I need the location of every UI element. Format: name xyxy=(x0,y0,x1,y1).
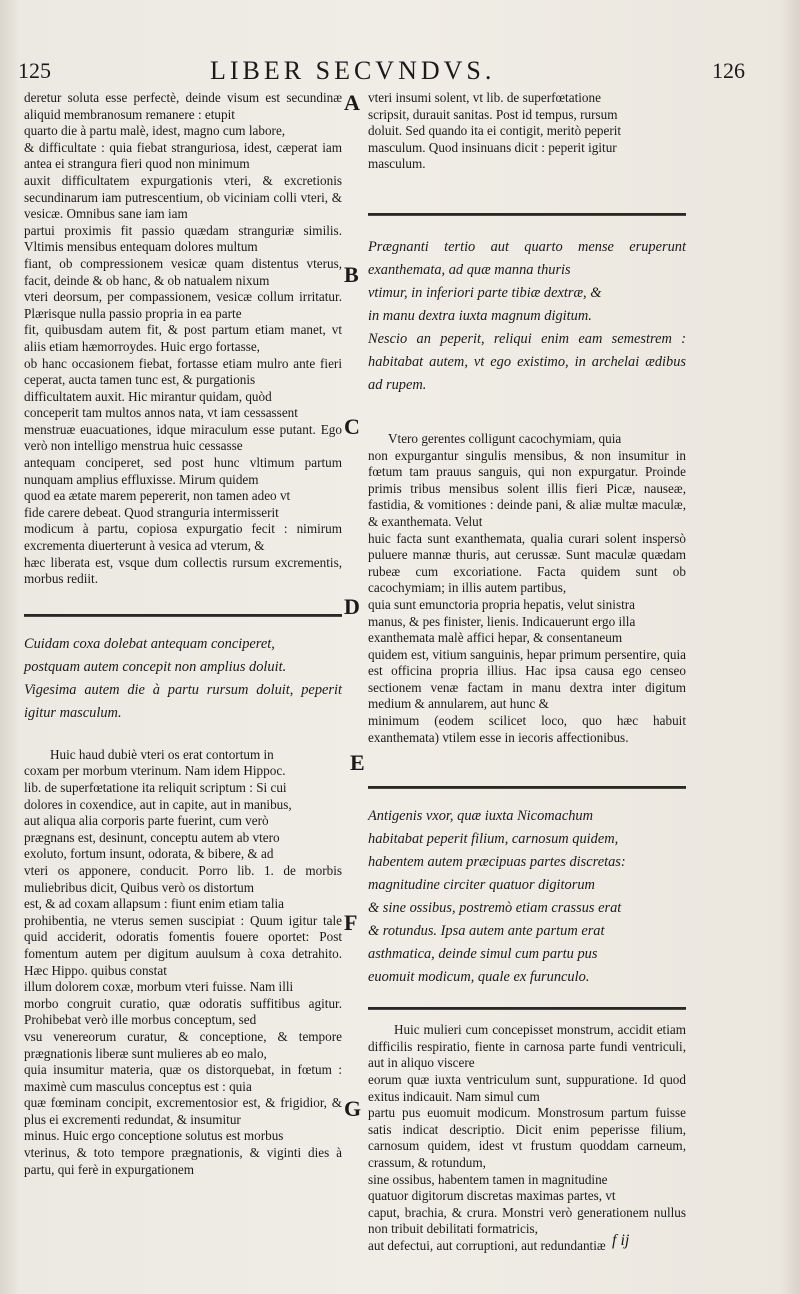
margin-letter-b: B xyxy=(344,262,359,287)
right-column xyxy=(368,90,686,1255)
margin-letter-g: G xyxy=(344,1096,362,1121)
right-paragraph-2: Vtero gerentes colligunt cacochymiam, quia non expurgantur singulis mensibus, & non insumitur in fœtum tam prauus sanguis, qui non expurgatur. Proinde primis tribus mensibus solent illis fieri Picæ, nauseæ, fastidia, & vomitiones : deinde pani, & aliæ multæ maculæ, & exanthemata. Velut huic facta sunt exanthemata, qualia curari solent inspersò puluere mannæ thuris, aut cerussæ. Sunt maculæ quædam rubeæ cum excoriatione. Facta quidem sunt ob cacochymiam; in illis autem partibus, quia sunt emunctoria propria hepatis, velut sinistra manus, & pes finister, lienis. Indicauerunt ergo illa exanthemata malè affici hepar, & consentaneum quidem est, vitium sanguinis, hepar primum persentire, quia est officina propria illius. Hac ipsa causa ego censeo sectionem venæ factam in manu dextra inter digitum medium & annularem, aut hunc & minimum (eodem scilicet loco, quo hæc habuit exanthemata) vtilem esse in iecoris affectionibus. xyxy=(368,430,686,745)
right-paragraph-1: vteri insumi solent, vt lib. de superfœtatione scripsit, durauit sanitas. Post id tempus, rursum doluit. Sed quando ita ei contigit, meritò peperit masculum. Quod insinuans dicit : peperit igitur masculum. xyxy=(368,90,622,172)
signature-mark: f ij xyxy=(612,1232,630,1249)
margin-letter-a: A xyxy=(344,90,360,115)
margin-letter-e: E xyxy=(350,750,365,775)
margin-letter-d: D xyxy=(344,594,360,619)
case-exanthemata: Prægnanti tertio aut quarto mense eruperunt exanthemata, ad quæ manna thuris vtimur, in inferiori parte tibiæ dextræ, & in manu dextra iuxta magnum digitum. Nescio an peperit, reliqui enim eam semestrem : habitabat autem, vt ego existimo, in archelai ædibus ad rupem. xyxy=(368,238,686,393)
page-header xyxy=(0,58,800,92)
margin-letter-f: F xyxy=(344,910,358,935)
page-number-right: 126 xyxy=(712,58,745,83)
left-paragraph-1: deretur soluta esse perfectè, deinde visum est secundinæ aliquid membranosum remanere : etupit quarto die à partu malè, idest, magno cum labore, & difficultate : quia fiebat stranguriosa, idest, cæperat iam antea ei strangura fieri quod non minimum auxit difficultatem expurgationis vteri, & excretionis secundinarum iam putrescentium, ob viciniam colli vteri, & vesicæ. Omnibus sane iam iam partui proximis fit passio quædam stranguriæ similis. Vltimis mensibus entequam dolores multum fiant, ob compressionem vesicæ quam distentus vterus, facit, deinde & ob hanc, & ob natualem nixum vteri deorsum, per compassionem, vesicæ collum irritatur. Plærisque nulla passio propria in ea parte fit, quibusdam autem fit, & post partum etiam manet, vt aliis etiam hæmorroydes. Huic ergo fortasse, ob hanc occasionem fiebat, fortasse etiam mulro ante fieri ceperat, aucta tamen tunc est, & purgationis difficultatem auxit. Hic mirantur quidam, quòd conceperit tam multos annos nata, vt iam cessassent menstruæ euacuationes, idque miraculum esse putant. Ego verò non intelligo menstrua huic cessasse antequam conciperet, sed post hunc vltimum partum nunquam amplius effluxisse. Mirum quidem quod ea ætate marem pepererit, non tamen adeo vt fide carere debeat. Quod stranguria intermisserit modicum à partu, copiosa expurgatio fecit : nimirum excrementa diuerterunt à vesica ad vterum, & hæc liberata est, vsque dum collectis rursum excrementis, morbus rediit. xyxy=(24,90,342,587)
case-antigenis-wife: Antigenis vxor, quæ iuxta Nicomachum habitabat peperit filium, carnosum quidem, habentem autem præcipuas partes discretas: magnitudine circiter quatuor digitorum & sine ossibus, postremò etiam crassus erat & rotundus. Ipsa autem ante partum erat asthmatica, deinde simul cum partu pus euomuit modicum, quale ex furunculo. xyxy=(368,808,626,986)
running-title: LIBER SECVNDVS. xyxy=(210,56,496,85)
left-paragraph-2: Huic haud dubiè vteri os erat contortum in coxam per morbum vterinum. Nam idem Hippoc. lib. de superfœtatione ita reliquit scriptum : Si cui dolores in coxendice, aut in capite, aut in manibus, aut aliqua alia corporis parte fuerint, cum verò prægnans est, desinunt, conceptu autem ab vtero exoluto, fortum insunt, odorata, & bibere, & ad vteri os apponere, conducit. Porro lib. 1. de morbis muliebribus dicit, Quibus verò os distortum est, & ad coxam allapsum : fiunt enim etiam talia prohibentia, ne vterus semen suscipiat : Quum igitur tale quid acciderit, odoratis fomentis fouere oportet: Post fomentum autem per digitum auulsum à coxa detrahito. Hæc Hippo. quibus constat illum dolorem coxæ, morbum vteri fuisse. Nam illi morbo congruit curatio, quæ odoratis suffitibus agitur. Prohibebat verò ille morbus conceptum, sed vsu venereorum curatur, & conceptione, & tempore prægnationis liberæ sunt mulieres ab eo malo, quia insumitur materia, quæ os distorquebat, in fœtum : maximè cum masculus conceptus est : quia quæ fœminam concipit, excrementosior est, & frigidior, & plus ei excrementi redundat, & insumitur minus. Huic ergo conceptione solutus est morbus vterinus, & toto tempore prægnationis, & viginti dies à partu, qui ferè in expurgationem xyxy=(24,746,342,1177)
page-number-left: 125 xyxy=(18,58,51,83)
case-hip-pain: Cuidam coxa dolebat antequam conciperet, postquam autem concepit non amplius doluit. Vigesima autem die à partu rursum doluit, peperit igitur masculum. xyxy=(24,635,342,721)
left-column xyxy=(24,90,342,1178)
right-paragraph-3: Huic mulieri cum concepisset monstrum, accidit etiam difficilis respiratio, fiente in carnosa parte fundi ventriculi, aut in aliquo viscere eorum quæ iuxta ventriculum sunt, suppuratione. Id quod exitus indicauit. Nam simul cum partu pus euomuit modicum. Monstrosum partum fuisse satis indicat descriptio. Dicit enim peperisse filium, carnosum quidem, idest vt frustum quoddam carneum, crassum, & rotundum, sine ossibus, habentem tamen in magnitudine quatuor digitorum discretas maximas partes, vt caput, brachia, & crura. Monstri verò generationem nullus non tribuit debilitati formatricis, aut defectui, aut corruptioni, aut redundantiæ xyxy=(368,1022,686,1253)
margin-letter-c: C xyxy=(344,414,360,439)
